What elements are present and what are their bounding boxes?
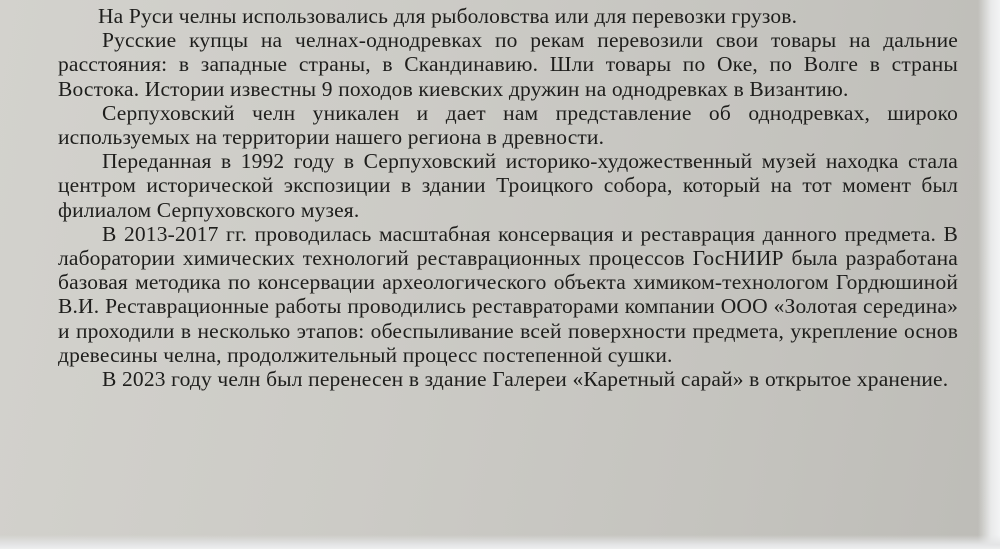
exhibit-description [58,4,958,391]
paragraph-gallery-storage: В 2023 году челн был перенесен в здание Галереи «Каретный сарай» в открытое хранение. [102,367,949,392]
paragraph-museum-transfer: Переданная в 1992 году в Серпуховский историко-художественный музей находка стала центром исторической экспозиции в здании Троицкого собора, который на тот момент был филиалом Серпуховского музея. [58,149,958,222]
paragraph-merchants: Русские купцы на челнах-однодревках по рекам перевозили свои товары на дальние расстояния: в западные страны, в Скандинавию. Шли товары по Оке, по Волге в страны Востока. Истории известны 9 походов киевских дружин на однодревках в Византию. [58,28,958,101]
glass-edge-bottom [0,535,1000,549]
paragraph-rus-usage: На Руси челны использовались для рыболовства или для перевозки грузов. [98,4,798,28]
paragraph-serpukhov-boat: Серпуховский челн уникален и дает нам представление об однодревках, широко используемых на территории нашего региона в древности. [58,100,958,150]
paragraph-restoration: В 2013-2017 гг. проводилась масштабная консервация и реставрация данного предмета. В лаборатории химических технологий реставрационных процессов ГосНИИР была разработана базовая методика по консервации археологического объекта химиком-технологом Гордюшиной В.И. Реставрационные работы проводились реставраторами компании ООО «Золотая середина» и проходили в несколько этапов: обеспыливание всей поверхности предмета, укрепление основ древесины челна, продолжительный процесс постепенной сушки. [58,221,958,367]
glass-edge-right [978,0,1000,549]
